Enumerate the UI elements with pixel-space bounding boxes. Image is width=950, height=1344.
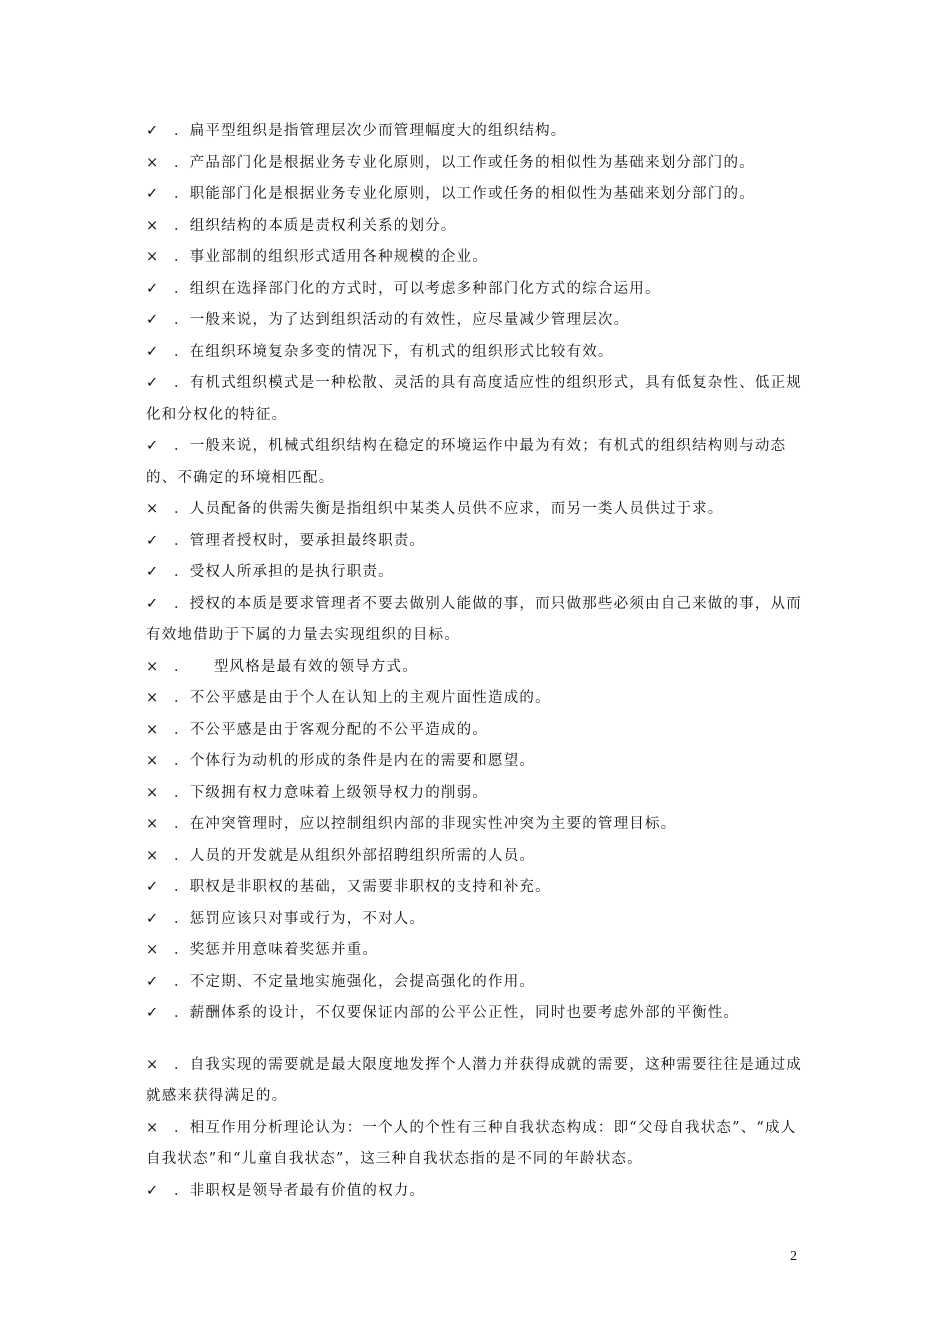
statement-item: [146, 1176, 808, 1208]
cross-mark: ×: [146, 217, 160, 234]
statement-text: ．职能部门化是根据业务专业化原则，以工作或任务的相似性为基础来划分部门的。: [174, 186, 755, 202]
statement-item: [146, 526, 808, 558]
check-mark: ✓: [146, 375, 160, 391]
statement-text: ．个体行为动机的形成的条件是内在的需要和愿望。: [174, 753, 536, 769]
statement-item: [146, 683, 808, 715]
statement-text: ．相互作用分析理论认为：一个人的个性有三种自我状态构成：即“父母自我状态”、“成人自我状态”和“儿童自我状态”，这三种自我状态指的是不同的年龄状态。: [146, 1119, 797, 1167]
cross-mark: ×: [146, 501, 160, 517]
statement-item: [146, 242, 808, 274]
cross-mark: ×: [146, 690, 160, 706]
check-mark: ✓: [146, 186, 160, 202]
statement-list-2: [146, 1050, 808, 1208]
statement-text: ． 型风格是最有效的领导方式。: [174, 658, 418, 675]
statement-text: ．组织结构的本质是责权利关系的划分。: [174, 217, 457, 234]
statement-item: [146, 211, 808, 243]
cross-mark: ×: [146, 154, 160, 171]
cross-mark: ×: [146, 753, 160, 769]
statement-item: [146, 494, 808, 526]
document-body: [146, 116, 808, 1207]
statement-item: [146, 778, 808, 810]
statement-item: [146, 746, 808, 778]
statement-text: ．组织在选择部门化的方式时，可以考虑多种部门化方式的综合运用。: [174, 280, 661, 297]
check-mark: ✓: [146, 1182, 160, 1199]
statement-text: ．受权人所承担的是执行职责。: [174, 564, 394, 580]
statement-text: ．人员配备的供需失衡是指组织中某类人员供不应求，而另一类人员供过于求。: [174, 501, 724, 517]
statement-item: [146, 274, 808, 306]
statement-text: ．授权的本质是要求管理者不要去做别人能做的事，而只做那些必须由自己来做的事，从而有效地借助于下属的力量去实现组织的目标。: [146, 595, 802, 643]
check-mark: ✓: [146, 123, 160, 139]
check-mark: ✓: [146, 595, 160, 612]
statement-text: ．职权是非职权的基础，又需要非职权的支持和补充。: [174, 879, 551, 895]
statement-item: [146, 337, 808, 369]
statement-item: [146, 305, 808, 337]
statement-item: [146, 652, 808, 684]
statement-text: ．不公平感是由于个人在认知上的主观片面性造成的。: [174, 690, 551, 706]
statement-item: [146, 589, 808, 652]
statement-list: [146, 116, 808, 1030]
check-mark: ✓: [146, 280, 160, 297]
cross-mark: ×: [146, 658, 160, 675]
check-mark: ✓: [146, 879, 160, 895]
statement-text: ．事业部制的组织形式适用各种规模的企业。: [174, 249, 488, 265]
statement-item: [146, 809, 808, 841]
statement-item: [146, 557, 808, 589]
page-number: 2: [790, 1249, 797, 1264]
check-mark: ✓: [146, 910, 160, 927]
statement-text: ．奖惩并用意味着奖惩并重。: [174, 942, 379, 958]
statement-item: [146, 967, 808, 999]
statement-text: ．一般来说，机械式组织结构在稳定的环境运作中最为有效；有机式的组织结构则与动态的、不确定的环境相匹配。: [146, 438, 787, 486]
check-mark: ✓: [146, 564, 160, 580]
check-mark: ✓: [146, 312, 160, 328]
statement-item: [146, 904, 808, 936]
cross-mark: ×: [146, 1119, 160, 1136]
section-gap: [146, 1030, 808, 1050]
statement-text: ．在冲突管理时，应以控制组织内部的非现实性冲突为主要的管理目标。: [174, 816, 677, 832]
cross-mark: ×: [146, 847, 160, 864]
statement-item: [146, 1050, 808, 1113]
statement-item: [146, 715, 808, 747]
cross-mark: ×: [146, 816, 160, 832]
statement-text: ．薪酬体系的设计，不仅要保证内部的公平公正性，同时也要考虑外部的平衡性。: [174, 1005, 740, 1021]
statement-text: ．产品部门化是根据业务专业化原则，以工作或任务的相似性为基础来划分部门的。: [174, 154, 755, 171]
check-mark: ✓: [146, 1005, 160, 1021]
cross-mark: ×: [146, 1056, 160, 1073]
statement-text: ．下级拥有权力意味着上级领导权力的削弱。: [174, 784, 488, 801]
cross-mark: ×: [146, 942, 160, 958]
statement-item: [146, 116, 808, 148]
statement-text: ．人员的开发就是从组织外部招聘组织所需的人员。: [174, 847, 536, 864]
statement-item: [146, 148, 808, 180]
statement-item: [146, 841, 808, 873]
check-mark: ✓: [146, 532, 160, 549]
cross-mark: ×: [146, 721, 160, 738]
statement-text: ．一般来说，为了达到组织活动的有效性，应尽量减少管理层次。: [174, 312, 630, 328]
statement-text: ．在组织环境复杂多变的情况下，有机式的组织形式比较有效。: [174, 343, 614, 360]
statement-item: [146, 872, 808, 904]
statement-text: ．自我实现的需要就是最大限度地发挥个人潜力并获得成就的需要，这种需要往往是通过成就感来获得满足的。: [146, 1056, 802, 1104]
statement-item: [146, 431, 808, 494]
check-mark: ✓: [146, 343, 160, 360]
statement-item: [146, 179, 808, 211]
check-mark: ✓: [146, 438, 160, 454]
cross-mark: ×: [146, 249, 160, 265]
statement-item: [146, 368, 808, 431]
statement-item: [146, 935, 808, 967]
check-mark: ✓: [146, 973, 160, 990]
statement-text: ．扁平型组织是指管理层次少而管理幅度大的组织结构。: [174, 123, 567, 139]
statement-text: ．不公平感是由于客观分配的不公平造成的。: [174, 721, 488, 738]
statement-text: ．非职权是领导者最有价值的权力。: [174, 1182, 426, 1199]
statement-text: ．管理者授权时，要承担最终职责。: [174, 532, 426, 549]
statement-item: [146, 998, 808, 1030]
statement-item: [146, 1113, 808, 1176]
statement-text: ．有机式组织模式是一种松散、灵活的具有高度适应性的组织形式，具有低复杂性、低正规化和分权化的特征。: [146, 375, 802, 423]
cross-mark: ×: [146, 784, 160, 801]
statement-text: ．不定期、不定量地实施强化，会提高强化的作用。: [174, 973, 536, 990]
statement-text: ．惩罚应该只对事或行为，不对人。: [174, 910, 426, 927]
